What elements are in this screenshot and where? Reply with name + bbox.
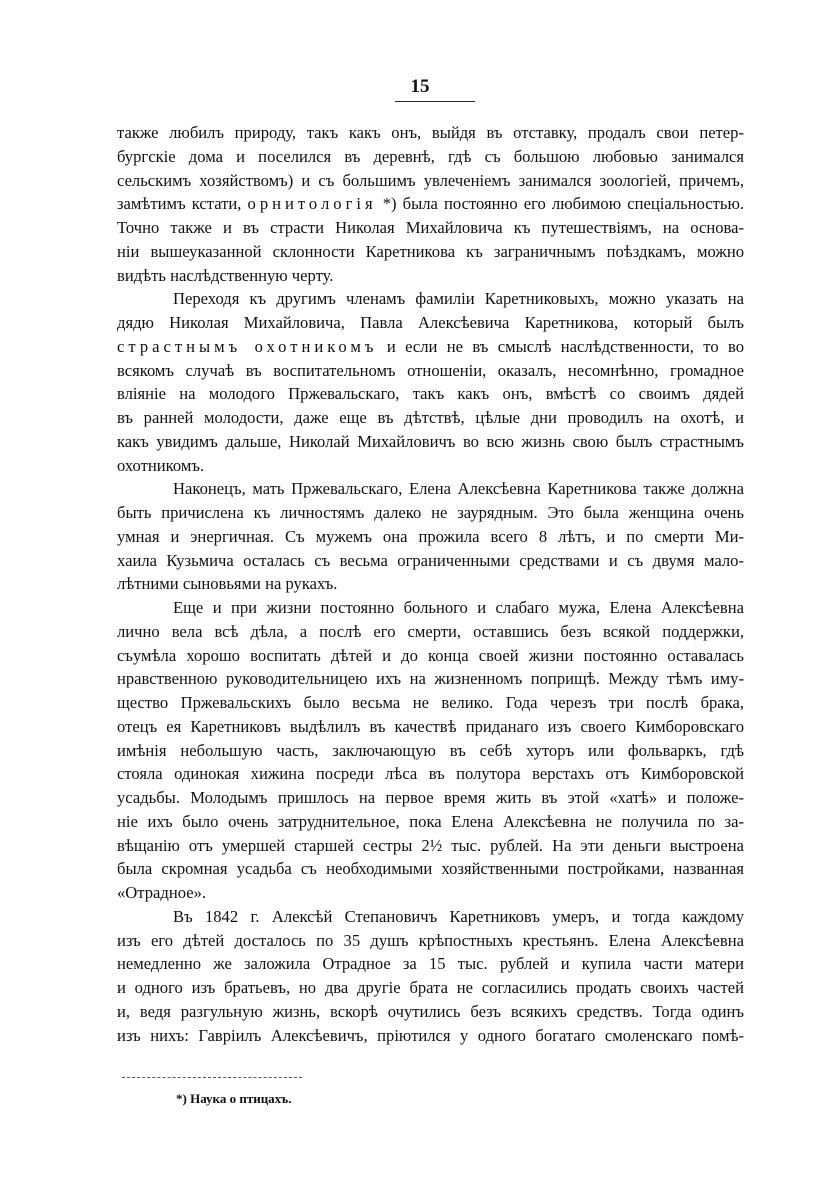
text-line [117, 739, 744, 763]
text-line [117, 786, 744, 810]
text-segment: Точно также и въ страсти Николая Михайловича къ путешествіямъ, на основа- [117, 218, 744, 237]
text-segment: стояла одинокая хижина посреди лѣса въ полутора верстахъ отъ Кимборовской [117, 764, 744, 784]
paragraph [117, 477, 744, 596]
text-segment: умная и энергичная. Съ мужемъ она прожила всего 8 лѣтъ, и по смерти Ми- [117, 526, 744, 546]
text-line [117, 620, 744, 644]
text-line [117, 929, 744, 953]
text-line [117, 881, 744, 905]
text-segment: Переходя къ другимъ членамъ фамиліи Каретниковыхъ, можно указать на [173, 289, 744, 309]
text-line [117, 715, 744, 739]
text-segment: всякомъ случаѣ въ воспитательномъ отношеніи, оказалъ, несомнѣнно, громадное [117, 360, 744, 380]
text-line [117, 644, 744, 668]
text-segment: лѣтними сыновьями на рукахъ. [117, 574, 338, 594]
spaced-emphasis: страстнымъ охотникомъ [117, 336, 378, 356]
footnote-separator [122, 1077, 302, 1078]
text-line [117, 667, 744, 691]
text-line [117, 145, 744, 169]
text-segment: усадьбы. Молодымъ пришлось на первое время жить въ этой «хатѣ» и положе- [117, 788, 744, 807]
text-line [117, 335, 744, 359]
text-segment: дядю Николая Михайловича, Павла Алексѣевича Каретникова, который былъ [117, 313, 744, 332]
text-line [117, 834, 744, 858]
text-segment: сельскимъ хозяйствомъ) и съ большимъ увлеченіемъ занимался зоологіей, причемъ, [117, 170, 744, 190]
text-line [117, 810, 744, 834]
footnote: *) Наука о птицахъ. [176, 1091, 292, 1106]
spaced-emphasis: орнитологія [247, 194, 377, 214]
text-line [117, 382, 744, 406]
page-number: 15 [410, 76, 430, 97]
text-line [117, 359, 744, 383]
text-line [117, 762, 744, 786]
text-segment: отецъ ея Каретниковъ выдѣлилъ въ качествѣ приданаго изъ своего Кимборовскаго [117, 716, 744, 736]
text-line [117, 311, 744, 335]
text-segment: *) была постоянно его любимою спеціальностью. [376, 194, 745, 214]
text-line [117, 1024, 744, 1048]
text-line [117, 406, 744, 430]
text-segment: быть причислена къ личностямъ далеко не заурядным. Это была женщина очень [117, 503, 744, 522]
text-line [117, 525, 744, 549]
text-line [117, 857, 744, 881]
text-line [117, 477, 744, 501]
text-segment: охотникомъ. [117, 455, 205, 475]
text-line [117, 240, 744, 264]
text-segment: замѣтимъ кстати, [117, 194, 248, 214]
text-line [117, 287, 744, 311]
text-line [117, 596, 744, 620]
text-line [117, 1000, 744, 1024]
text-line [117, 454, 744, 478]
text-line [117, 264, 744, 288]
text-segment: бургскіе дома и поселился въ деревнѣ, гдѣ съ большою любовью занимался [117, 146, 744, 166]
text-segment: видѣть наслѣдственную черту. [117, 265, 334, 285]
paragraph [117, 287, 744, 477]
text-segment: и одного изъ братьевъ, но два другіе брата не согласились продать своихъ частей [117, 978, 744, 997]
text-line [117, 216, 744, 240]
paragraph [117, 596, 744, 905]
text-line [117, 572, 744, 596]
text-line [117, 952, 744, 976]
text-segment: имѣнія небольшую часть, заключающую въ себѣ хуторъ или фольваркъ, гдѣ [117, 740, 744, 760]
text-segment: изъ его дѣтей досталось по 35 душъ крѣпостныхъ крестьянъ. Елена Алексѣевна [117, 930, 744, 950]
text-line [117, 905, 744, 929]
text-segment: нравственною руководительницею ихъ на жизненномъ поприщѣ. Между тѣмъ иму- [117, 669, 744, 689]
text-segment: также любилъ природу, такъ какъ онъ, выйдя въ отставку, продалъ свои петер- [117, 123, 744, 142]
text-segment: вѣщанію отъ умершей старшей сестры 2½ тыс. рублей. На эти деньги выстроена [117, 835, 744, 855]
text-segment: хаила Кузьмича осталась съ весьма ограниченными средствами и съ двумя мало- [117, 550, 744, 570]
text-segment: Еще и при жизни постоянно больного и слабаго мужа, Елена Алексѣевна [173, 598, 744, 617]
paragraph [117, 905, 744, 1048]
text-line [117, 121, 744, 145]
text-segment: въ ранней молодости, даже еще въ дѣтствѣ, цѣлые дни проводилъ на охотѣ, и [117, 408, 744, 427]
paragraph [117, 121, 744, 287]
text-segment: немедленно же заложила Отрадное за 15 тыс. рублей и купила части матери [117, 954, 744, 974]
body-text [117, 121, 744, 1047]
text-line [117, 192, 744, 216]
text-segment: Наконецъ, мать Пржевальскаго, Елена Алексѣевна Каретникова также должна [173, 479, 744, 499]
text-segment: и если не въ смыслѣ наслѣдственности, то во [377, 336, 744, 356]
text-segment: какъ увидимъ дальше, Николай Михайловичъ во всю жизнь свою былъ страстнымъ [117, 431, 744, 451]
text-segment: щество Пржевальскихъ было весьма не велико. Года черезъ три послѣ брака, [117, 693, 744, 712]
text-line [117, 169, 744, 193]
text-segment: «Отрадное». [117, 883, 207, 902]
text-line [117, 501, 744, 525]
text-segment: лично вела всѣ дѣла, а послѣ его смерти, оставшись безъ всякой поддержки, [117, 621, 744, 641]
text-line [117, 976, 744, 1000]
text-segment: съумѣла хорошо воспитать дѣтей и до конца своей жизни постоянно оставалась [117, 645, 744, 665]
text-segment: ніи вышеуказанной склонности Каретникова къ заграничнымъ поѣздкамъ, можно [117, 241, 744, 261]
text-line [117, 430, 744, 454]
text-segment: и, ведя разгульную жизнь, вскорѣ очутились безъ всякихъ средствъ. Тогда одинъ [117, 1001, 744, 1021]
text-segment: изъ нихъ: Гавріилъ Алексѣевичъ, пріютился у одного богатаго смоленскаго помѣ- [117, 1025, 744, 1045]
text-segment: была скромная усадьба съ необходимыми хозяйственными постройками, названная [117, 859, 744, 879]
text-line [117, 549, 744, 573]
text-segment: Въ 1842 г. Алексѣй Степановичъ Каретниковъ умеръ, и тогда каждому [173, 906, 744, 926]
text-segment: ніе ихъ было очень затруднительное, пока Елена Алексѣевна не получила по за- [117, 811, 744, 831]
page-number-rule [395, 101, 475, 102]
text-line [117, 691, 744, 715]
text-segment: вліяніе на молодого Пржевальскаго, такъ какъ онъ, вмѣстѣ со своимъ дядей [117, 384, 744, 404]
